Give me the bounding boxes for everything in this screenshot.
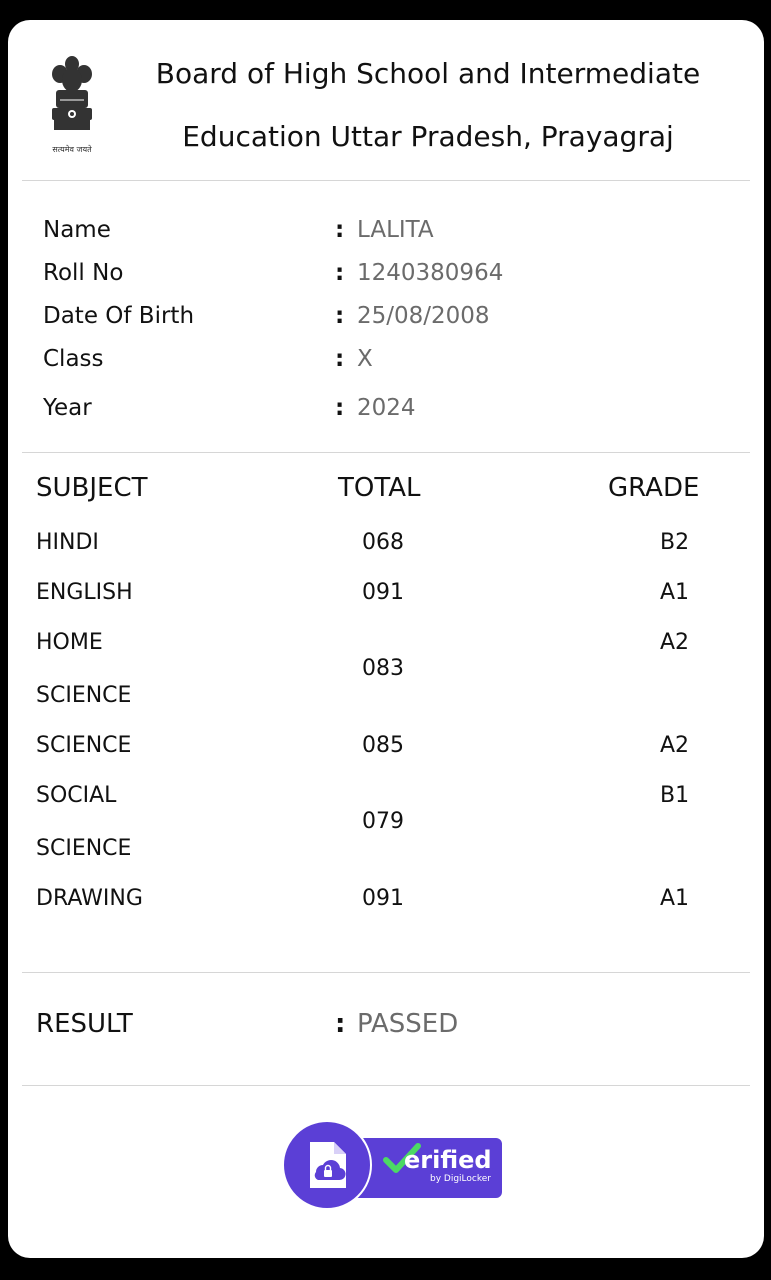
subject-cell-line2: SCIENCE bbox=[36, 836, 132, 861]
info-row-name bbox=[43, 210, 743, 250]
info-row-roll bbox=[43, 253, 743, 293]
info-row-year bbox=[43, 388, 743, 428]
info-row-dob bbox=[43, 296, 743, 336]
board-title-line2: Education Uttar Pradesh, Prayagraj bbox=[182, 120, 674, 153]
class-value: X bbox=[357, 346, 373, 372]
badge-text: erified bbox=[404, 1146, 492, 1174]
badge-subtext: by DigiLocker bbox=[430, 1174, 491, 1184]
board-title-line1: Board of High School and Intermediate bbox=[155, 57, 701, 90]
total-header: TOTAL bbox=[338, 473, 421, 503]
info-label: Roll No bbox=[43, 260, 124, 286]
grade-cell: A1 bbox=[660, 580, 690, 605]
info-colon: : bbox=[335, 217, 345, 243]
info-colon: : bbox=[335, 346, 345, 372]
board-title bbox=[128, 42, 728, 168]
marks-divider bbox=[22, 972, 750, 973]
grade-cell: A1 bbox=[660, 886, 690, 911]
result-value: PASSED bbox=[357, 1009, 459, 1039]
grade-cell: A2 bbox=[660, 733, 690, 758]
total-cell: 068 bbox=[362, 530, 404, 555]
info-colon: : bbox=[335, 303, 345, 329]
emblem-caption: सत्यमेव जयते bbox=[52, 145, 92, 154]
subject-cell: SCIENCE bbox=[36, 733, 132, 758]
info-label: Class bbox=[43, 346, 104, 372]
total-cell: 091 bbox=[362, 580, 404, 605]
grade-cell: B1 bbox=[660, 783, 690, 808]
info-divider bbox=[22, 452, 750, 453]
total-cell: 083 bbox=[362, 656, 404, 681]
subject-header: SUBJECT bbox=[36, 473, 148, 503]
result-colon: : bbox=[335, 1009, 346, 1039]
result-row bbox=[36, 1002, 736, 1046]
header-divider bbox=[22, 180, 750, 181]
student-name: LALITA bbox=[357, 217, 434, 243]
grade-cell: A2 bbox=[660, 630, 690, 655]
subject-cell: SOCIAL bbox=[36, 783, 117, 808]
total-cell: 079 bbox=[362, 809, 404, 834]
roll-number: 1240380964 bbox=[357, 260, 504, 286]
subject-cell: ENGLISH bbox=[36, 580, 133, 605]
grade-header: GRADE bbox=[608, 473, 700, 503]
info-label: Year bbox=[43, 395, 92, 421]
total-cell: 091 bbox=[362, 886, 404, 911]
info-label: Date Of Birth bbox=[43, 303, 195, 329]
digilocker-verified-icon bbox=[302, 1138, 354, 1192]
date-of-birth: 25/08/2008 bbox=[357, 303, 490, 329]
total-cell: 085 bbox=[362, 733, 404, 758]
result-label: RESULT bbox=[36, 1009, 133, 1039]
subject-cell-line2: SCIENCE bbox=[36, 683, 132, 708]
subject-cell: DRAWING bbox=[36, 886, 143, 911]
marksheet-card bbox=[8, 20, 764, 1258]
result-divider bbox=[22, 1085, 750, 1086]
grade-cell: B2 bbox=[660, 530, 690, 555]
info-row-class bbox=[43, 339, 743, 379]
subject-cell: HINDI bbox=[36, 530, 99, 555]
info-colon: : bbox=[335, 260, 345, 286]
ashoka-emblem-icon bbox=[40, 50, 104, 160]
info-colon: : bbox=[335, 395, 345, 421]
year-value: 2024 bbox=[357, 395, 416, 421]
info-label: Name bbox=[43, 217, 111, 243]
digilocker-verified-badge bbox=[282, 1120, 506, 1214]
subject-cell: HOME bbox=[36, 630, 103, 655]
